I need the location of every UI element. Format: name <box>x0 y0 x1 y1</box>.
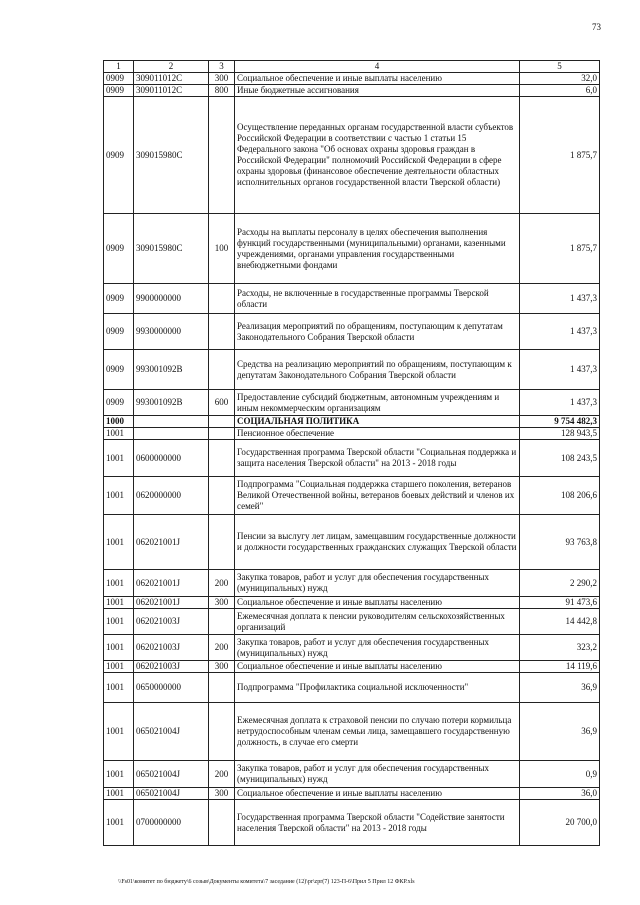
section-cell: 0909 <box>104 284 134 314</box>
description-cell: Подпрограмма "Профилактика социальной исключенности" <box>235 673 520 703</box>
table-row <box>104 440 600 477</box>
description-cell: Расходы, не включенные в государственные программы Тверской области <box>235 284 520 314</box>
section-cell: 1001 <box>104 673 134 703</box>
table-row <box>104 97 600 214</box>
expense-type-cell <box>209 477 235 515</box>
description-cell: Ежемесячная доплата к страховой пенсии по случаю потери кормильца нетрудоспособным членам семьи лица, замещавшего государственную должность, в случае его смерти <box>235 703 520 761</box>
expense-type-cell <box>209 416 235 428</box>
expense-type-cell <box>209 428 235 440</box>
expense-type-cell: 100 <box>209 214 235 284</box>
target-article-cell: 065021004J <box>134 761 209 788</box>
target-article-cell: 309011012С <box>134 73 209 85</box>
section-cell: 0909 <box>104 73 134 85</box>
table-header-row <box>104 61 600 73</box>
table-body <box>104 73 600 846</box>
target-article-cell: 309015980С <box>134 214 209 284</box>
amount-cell: 1 875,7 <box>520 214 600 284</box>
section-cell: 0909 <box>104 390 134 416</box>
expense-type-cell: 800 <box>209 85 235 97</box>
header-cell-section: 1 <box>104 61 134 73</box>
description-cell: Реализация мероприятий по обращениям, поступающим к депутатам Законодательного Собрания Тверской области <box>235 314 520 350</box>
expense-type-cell: 300 <box>209 661 235 673</box>
table-row <box>104 597 600 609</box>
amount-cell: 36,0 <box>520 788 600 800</box>
expense-type-cell <box>209 800 235 846</box>
header-cell-type: 3 <box>209 61 235 73</box>
amount-cell: 93 763,8 <box>520 515 600 570</box>
amount-cell: 1 875,7 <box>520 97 600 214</box>
header-cell-description: 4 <box>235 61 520 73</box>
expense-type-cell: 300 <box>209 73 235 85</box>
description-cell: Иные бюджетные ассигнования <box>235 85 520 97</box>
target-article-cell: 0600000000 <box>134 440 209 477</box>
section-cell: 1001 <box>104 703 134 761</box>
section-cell: 1001 <box>104 609 134 635</box>
target-article-cell: 065021004J <box>134 703 209 761</box>
expense-type-cell <box>209 350 235 390</box>
description-cell: Расходы на выплаты персоналу в целях обеспечения выполнения функций государственными (муниципальными) органами, казенными учреждениями, органами управления государственными внебюджетными фондами <box>235 214 520 284</box>
section-cell: 1001 <box>104 515 134 570</box>
expense-type-cell <box>209 284 235 314</box>
section-cell: 1001 <box>104 477 134 515</box>
section-cell: 1001 <box>104 597 134 609</box>
table-row <box>104 314 600 350</box>
table-row <box>104 800 600 846</box>
amount-cell: 0,9 <box>520 761 600 788</box>
target-article-cell: 993001092В <box>134 390 209 416</box>
amount-cell: 36,9 <box>520 673 600 703</box>
table-row <box>104 477 600 515</box>
section-cell: 1001 <box>104 440 134 477</box>
expense-type-cell: 600 <box>209 390 235 416</box>
target-article-cell: 309011012С <box>134 85 209 97</box>
target-article-cell: 0700000000 <box>134 800 209 846</box>
target-article-cell: 062021003J <box>134 635 209 661</box>
amount-cell: 9 754 482,3 <box>520 416 600 428</box>
expense-type-cell <box>209 703 235 761</box>
table-row <box>104 703 600 761</box>
header-cell-amount: 5 <box>520 61 600 73</box>
header-cell-target: 2 <box>134 61 209 73</box>
amount-cell: 1 437,3 <box>520 350 600 390</box>
table-row <box>104 284 600 314</box>
table-row <box>104 416 600 428</box>
description-cell: Закупка товаров, работ и услуг для обеспечения государственных (муниципальных) нужд <box>235 761 520 788</box>
expense-type-cell: 200 <box>209 761 235 788</box>
amount-cell: 1 437,3 <box>520 314 600 350</box>
section-cell: 0909 <box>104 85 134 97</box>
table-row <box>104 85 600 97</box>
expense-type-cell: 300 <box>209 788 235 800</box>
target-article-cell: 993001092В <box>134 350 209 390</box>
file-path-footer: \\Fs01\комитет по бюджету\6 созыв\Документы комитета\7 заседание (12)\pr\zpr(7) 123-П-6\Прил 5 Прил 12 ФКР.xls <box>118 879 415 885</box>
table-row <box>104 635 600 661</box>
table-row <box>104 73 600 85</box>
table-row <box>104 673 600 703</box>
section-cell: 1001 <box>104 635 134 661</box>
table-row <box>104 761 600 788</box>
expense-type-cell: 200 <box>209 635 235 661</box>
description-cell: Социальное обеспечение и иные выплаты населению <box>235 73 520 85</box>
amount-cell: 36,9 <box>520 703 600 761</box>
description-cell: Средства на реализацию мероприятий по обращениям, поступающим к депутатам Законодательного Собрания Тверской области <box>235 350 520 390</box>
section-cell: 0909 <box>104 97 134 214</box>
target-article-cell <box>134 428 209 440</box>
description-cell: Пенсии за выслугу лет лицам, замещавшим государственные должности и должности государственных гражданских служащих Тверской области <box>235 515 520 570</box>
expense-type-cell <box>209 97 235 214</box>
description-cell: Закупка товаров, работ и услуг для обеспечения государственных (муниципальных) нужд <box>235 570 520 597</box>
amount-cell: 14 119,6 <box>520 661 600 673</box>
target-article-cell: 062021001J <box>134 515 209 570</box>
section-cell: 1001 <box>104 570 134 597</box>
description-cell: Пенсионное обеспечение <box>235 428 520 440</box>
expense-type-cell <box>209 673 235 703</box>
description-cell: Предоставление субсидий бюджетным, автономным учреждениям и иным некоммерческим организациям <box>235 390 520 416</box>
target-article-cell: 062021001J <box>134 570 209 597</box>
section-cell: 0909 <box>104 214 134 284</box>
table-row <box>104 609 600 635</box>
amount-cell: 14 442,8 <box>520 609 600 635</box>
target-article-cell: 309015980С <box>134 97 209 214</box>
section-cell: 0909 <box>104 314 134 350</box>
section-cell: 1000 <box>104 416 134 428</box>
expense-type-cell: 200 <box>209 570 235 597</box>
target-article-cell: 9900000000 <box>134 284 209 314</box>
target-article-cell: 062021003J <box>134 661 209 673</box>
description-cell: Закупка товаров, работ и услуг для обеспечения государственных (муниципальных) нужд <box>235 635 520 661</box>
description-cell: Социальное обеспечение и иные выплаты населению <box>235 597 520 609</box>
target-article-cell: 062021001J <box>134 597 209 609</box>
description-cell: Государственная программа Тверской области "Социальная поддержка и защита населения Тверской области" на 2013 - 2018 годы <box>235 440 520 477</box>
expense-type-cell <box>209 609 235 635</box>
target-article-cell: 065021004J <box>134 788 209 800</box>
description-cell: Подпрограмма "Социальная поддержка старшего поколения, ветеранов Великой Отечественной войны, ветеранов боевых действий и членов их семей" <box>235 477 520 515</box>
target-article-cell <box>134 416 209 428</box>
amount-cell: 20 700,0 <box>520 800 600 846</box>
description-cell: Осуществление переданных органам государственной власти субъектов Российской Федерации в соответствии с частью 1 статьи 15 Федерального закона "Об основах охраны здоровья граждан в Российской Федерации" полномочий Российской Федерации в сфере охраны здоровья (финансовое обеспечение деятельности областных исполнительных органов государственной власти Тверской области) <box>235 97 520 214</box>
amount-cell: 108 243,5 <box>520 440 600 477</box>
target-article-cell: 0620000000 <box>134 477 209 515</box>
table-row <box>104 515 600 570</box>
section-cell: 1001 <box>104 788 134 800</box>
target-article-cell: 9930000000 <box>134 314 209 350</box>
amount-cell: 128 943,5 <box>520 428 600 440</box>
expense-type-cell <box>209 440 235 477</box>
target-article-cell: 0650000000 <box>134 673 209 703</box>
amount-cell: 32,0 <box>520 73 600 85</box>
table-row <box>104 214 600 284</box>
amount-cell: 108 206,6 <box>520 477 600 515</box>
amount-cell: 1 437,3 <box>520 284 600 314</box>
section-cell: 1001 <box>104 800 134 846</box>
description-cell: Государственная программа Тверской области "Содействие занятости населения Тверской области" на 2013 - 2018 годы <box>235 800 520 846</box>
section-cell: 1001 <box>104 761 134 788</box>
table-row <box>104 428 600 440</box>
table-row <box>104 390 600 416</box>
table-row <box>104 788 600 800</box>
page-number: 73 <box>592 22 601 32</box>
amount-cell: 323,2 <box>520 635 600 661</box>
table-row <box>104 570 600 597</box>
target-article-cell: 062021003J <box>134 609 209 635</box>
description-cell: СОЦИАЛЬНАЯ ПОЛИТИКА <box>235 416 520 428</box>
section-cell: 0909 <box>104 350 134 390</box>
budget-table <box>103 60 600 846</box>
table-row <box>104 661 600 673</box>
expense-type-cell: 300 <box>209 597 235 609</box>
expense-type-cell <box>209 515 235 570</box>
description-cell: Социальное обеспечение и иные выплаты населению <box>235 788 520 800</box>
section-cell: 1001 <box>104 661 134 673</box>
section-cell: 1001 <box>104 428 134 440</box>
amount-cell: 2 290,2 <box>520 570 600 597</box>
expense-type-cell <box>209 314 235 350</box>
amount-cell: 1 437,3 <box>520 390 600 416</box>
description-cell: Социальное обеспечение и иные выплаты населению <box>235 661 520 673</box>
table-row <box>104 350 600 390</box>
amount-cell: 91 473,6 <box>520 597 600 609</box>
description-cell: Ежемесячная доплата к пенсии руководителям сельскохозяйственных организаций <box>235 609 520 635</box>
amount-cell: 6,0 <box>520 85 600 97</box>
